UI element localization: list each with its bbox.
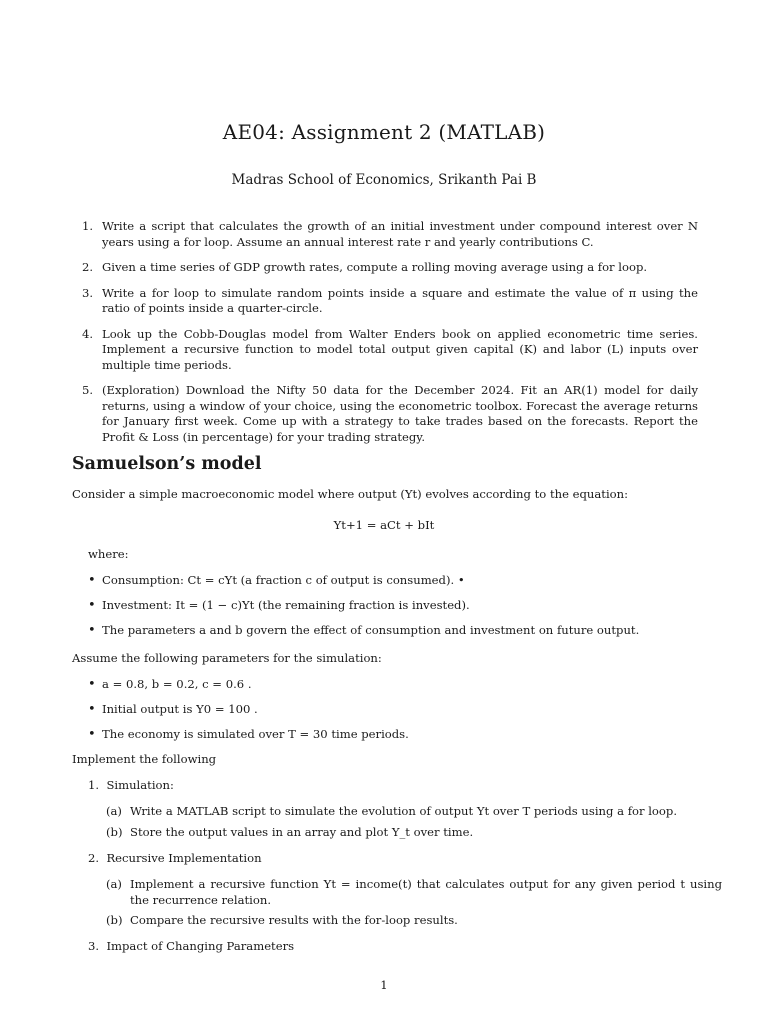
step-heading: 3. Impact of Changing Parameters: [88, 939, 295, 953]
where-label: where:: [88, 547, 129, 561]
list-item: 5. (Exploration) Download the Nifty 50 data for the December 2024. Fit an AR(1) model for daily returns, using a window of your choice, using the econometric toolbox. Forecast the average returns for January first week. Come up with a strategy to take trades based on the forecasts. Report the Profit & Loss (in percentage) for your trading strategy.: [82, 383, 698, 444]
assume-text: Assume the following parameters for the simulation:: [72, 651, 382, 665]
list-item: • The parameters a and b govern the effect of consumption and investment on future output.: [88, 623, 698, 639]
list-item: • Investment: It = (1 − c)Yt (the remaining fraction is invested).: [88, 598, 698, 614]
list-item: (b) Store the output values in an array and plot Y_t over time.: [106, 825, 474, 839]
list-item: • The economy is simulated over T = 30 time periods.: [88, 727, 698, 743]
list-item: 4. Look up the Cobb-Douglas model from Walter Enders book on applied econometric time series. Implement a recursive function to model total output given capital (K) and labor (L) inputs over multiple time periods.: [82, 326, 698, 372]
page-number: 1: [380, 978, 388, 992]
list-item: 3. Write a for loop to simulate random points inside a square and estimate the value of π using the ratio of points inside a quarter-circle.: [82, 285, 698, 315]
list-item: 1. Write a script that calculates the growth of an initial investment under compound interest over N years using a for loop. Assume an annual interest rate r and yearly contributions C.: [82, 219, 698, 249]
model-intro: Consider a simple macroeconomic model where output (Yt) evolves according to the equation:: [72, 487, 629, 501]
list-item: (a) Implement a recursive function Yt = income(t) that calculates output for any given period t using the recurrence relation.: [106, 877, 722, 907]
list-item: (a) Write a MATLAB script to simulate the evolution of output Yt over T periods using a for loop.: [106, 804, 678, 818]
list-item: • Consumption: Ct = cYt (a fraction c of output is consumed). •: [88, 573, 698, 589]
parameter-list: [88, 677, 698, 752]
step-heading: 1. Simulation:: [88, 778, 174, 792]
document-title: AE04: Assignment 2 (MATLAB): [222, 120, 546, 144]
task-list: [72, 219, 698, 455]
step-heading: 2. Recursive Implementation: [88, 851, 262, 865]
list-item: • a = 0.8, b = 0.2, c = 0.6 .: [88, 677, 698, 693]
implement-text: Implement the following: [72, 752, 217, 766]
list-item: • Initial output is Y0 = 100 .: [88, 702, 698, 718]
section-heading: Samuelson’s model: [72, 454, 262, 474]
list-item: 2. Given a time series of GDP growth rates, compute a rolling moving average using a for loop.: [82, 260, 648, 274]
list-item: (b) Compare the recursive results with the for-loop results.: [106, 913, 458, 927]
definition-list: [88, 573, 698, 648]
model-equation: Yt+1 = aCt + bIt: [333, 518, 435, 532]
document-subtitle: Madras School of Economics, Srikanth Pai B: [231, 172, 537, 188]
